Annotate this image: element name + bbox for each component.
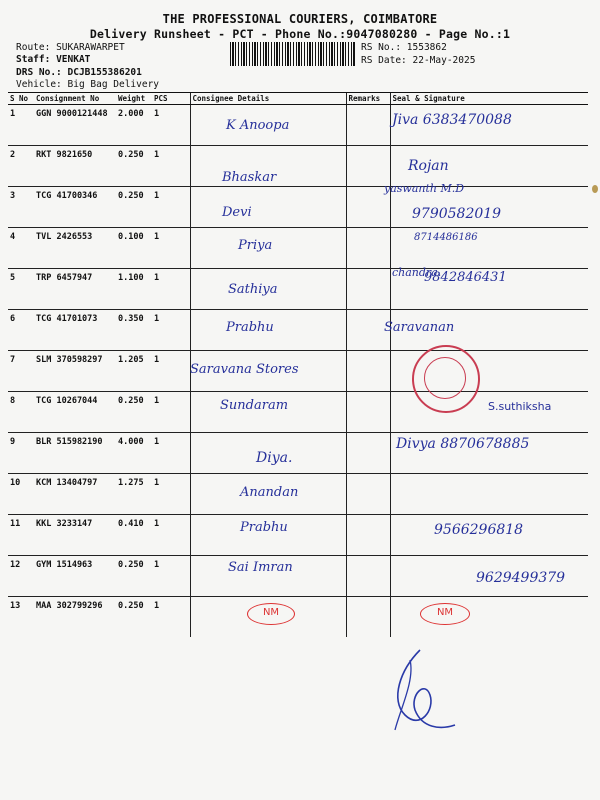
- cell-remarks: [346, 228, 390, 269]
- cell-consignment: BLR 515982190: [34, 433, 116, 474]
- cell-remarks: [346, 146, 390, 187]
- cell-sno: 11: [8, 515, 34, 556]
- handwritten-consignee: Diya.: [256, 450, 293, 466]
- rs-no-line: RS No.: 1553862: [361, 42, 447, 53]
- cell-sno: 3: [8, 187, 34, 228]
- handwritten-signature: 8714486186: [414, 232, 478, 243]
- cell-remarks: [346, 556, 390, 597]
- company-title: THE PROFESSIONAL COURIERS, COIMBATORE: [162, 12, 438, 26]
- table-row: [8, 310, 588, 351]
- handwritten-consignee: Prabhu: [226, 320, 274, 335]
- cell-consignment: TCG 10267044: [34, 392, 116, 433]
- handwritten-signature: Jiva 6383470088: [392, 112, 512, 128]
- cell-sno: 7: [8, 351, 34, 392]
- cell-weight: 0.250: [116, 187, 152, 228]
- cell-remarks: [346, 269, 390, 310]
- handwritten-signature: Saravanan: [384, 320, 455, 335]
- cell-consignment: GGN 9000121448: [34, 105, 116, 146]
- cell-pcs: 1: [152, 269, 190, 310]
- handwritten-consignee: K Anoopa: [226, 118, 290, 133]
- handwritten-consignee: Devi: [222, 205, 252, 220]
- handwritten-consignee: Bhaskar: [222, 170, 277, 185]
- cell-pcs: 1: [152, 105, 190, 146]
- cell-seal: [390, 474, 588, 515]
- cell-remarks: [346, 351, 390, 392]
- handwritten-signature: chandra.: [392, 266, 442, 279]
- cell-consignment: SLM 370598297: [34, 351, 116, 392]
- cell-consignment: RKT 9821650: [34, 146, 116, 187]
- cell-weight: 0.250: [116, 392, 152, 433]
- rs-date-value: 22-May-2025: [412, 55, 476, 66]
- cell-sno: 1: [8, 105, 34, 146]
- seal-stamp: [412, 345, 480, 413]
- cell-remarks: [346, 392, 390, 433]
- cell-sno: 4: [8, 228, 34, 269]
- vehicle-line: Vehicle: Big Bag Delivery: [16, 79, 160, 90]
- staff-value: VENKAT: [56, 54, 91, 65]
- cell-remarks: [346, 105, 390, 146]
- cell-remarks: [346, 597, 390, 638]
- cell-sno: 8: [8, 392, 34, 433]
- paper-mark: [592, 185, 598, 193]
- cell-weight: 1.100: [116, 269, 152, 310]
- cell-consignment: GYM 1514963: [34, 556, 116, 597]
- cell-weight: 0.100: [116, 228, 152, 269]
- cell-sno: 10: [8, 474, 34, 515]
- table-row: [8, 146, 588, 187]
- handwritten-signature: Rojan: [408, 158, 449, 174]
- cell-seal: [390, 597, 588, 638]
- cell-consignment: KKL 3233147: [34, 515, 116, 556]
- route-value: SUKARAWARPET: [56, 42, 125, 53]
- handwritten-signature: yaswanth M.D: [384, 182, 465, 195]
- col-weight: Weight: [116, 93, 152, 105]
- cell-consignment: TCG 41701073: [34, 310, 116, 351]
- barcode: [230, 42, 355, 66]
- rs-date-line: RS Date: 22-May-2025: [361, 55, 476, 66]
- nm-mark: NM: [420, 603, 470, 625]
- cell-pcs: 1: [154, 601, 160, 611]
- col-pcs: PCS: [152, 93, 190, 105]
- cell-pcs: 1: [152, 146, 190, 187]
- rs-no-value: 1553862: [406, 42, 447, 53]
- cell-consignment: TVL 2426553: [34, 228, 116, 269]
- final-signature-scribble: [380, 640, 460, 740]
- cell-pcs: 1: [152, 392, 190, 433]
- cell-remarks: [346, 515, 390, 556]
- cell-sno: 6: [8, 310, 34, 351]
- cell-weight: 1.275: [116, 474, 152, 515]
- cell-weight: 1.205: [116, 351, 152, 392]
- col-sno: S No: [8, 93, 34, 105]
- cell-weight: 0.250: [118, 601, 144, 611]
- handwritten-signature: S.suthiksha: [488, 400, 552, 413]
- col-seal: Seal & Signature: [390, 93, 588, 105]
- cell-remarks: [346, 474, 390, 515]
- handwritten-consignee: Anandan: [240, 485, 299, 500]
- cell-pcs: 1: [152, 433, 190, 474]
- cell-sno: 5: [8, 269, 34, 310]
- col-consignment: Consignment No: [34, 93, 116, 105]
- cell-consignment: TRP 6457947: [34, 269, 116, 310]
- staff-line: Staff: VENKAT: [16, 54, 91, 65]
- cell-pcs: 1: [152, 515, 190, 556]
- nm-mark: NM: [247, 603, 295, 625]
- cell-remarks: [346, 433, 390, 474]
- cell-pcs: 1: [152, 310, 190, 351]
- handwritten-signature: Divya 8870678885: [396, 436, 530, 452]
- col-consignee: Consignee Details: [190, 93, 346, 105]
- cell-sno: 13: [10, 601, 21, 611]
- runsheet-title: Delivery Runsheet - PCT - Phone No.:9047080280 - Page No.:1: [89, 27, 511, 41]
- cell-consignment: TCG 41700346: [34, 187, 116, 228]
- cell-consignee: [190, 187, 346, 228]
- cell-pcs: 1: [152, 187, 190, 228]
- handwritten-consignee: Prabhu: [240, 520, 288, 535]
- handwritten-consignee: Sundaram: [220, 398, 289, 413]
- handwritten-consignee: Sathiya: [228, 282, 278, 297]
- handwritten-signature: 9566296818: [434, 522, 524, 538]
- cell-sno: 2: [8, 146, 34, 187]
- handwritten-signature: 9790582019: [412, 206, 502, 222]
- cell-pcs: 1: [152, 474, 190, 515]
- cell-sno: 12: [8, 556, 34, 597]
- cell-pcs: 1: [152, 351, 190, 392]
- cell-weight: 0.250: [116, 146, 152, 187]
- cell-weight: 0.350: [116, 310, 152, 351]
- handwritten-signature: 9842846431: [424, 270, 507, 285]
- drs-value: DCJB155386201: [67, 67, 142, 78]
- route-line: Route: SUKARAWARPET: [16, 42, 125, 53]
- cell-pcs: 1: [152, 556, 190, 597]
- handwritten-consignee: Saravana Stores: [190, 362, 299, 377]
- cell-weight: 0.250: [116, 556, 152, 597]
- cell-consignment: MAA 302799296: [36, 601, 103, 611]
- handwritten-consignee: Sai Imran: [228, 560, 293, 575]
- cell-pcs: 1: [152, 228, 190, 269]
- drs-line: DRS No.: DCJB155386201: [16, 67, 142, 78]
- vehicle-value: Big Bag Delivery: [67, 79, 160, 90]
- col-remarks: Remarks: [346, 93, 390, 105]
- cell-sno: 9: [8, 433, 34, 474]
- handwritten-consignee: Priya: [238, 238, 273, 253]
- cell-weight: 2.000: [116, 105, 152, 146]
- cell-weight: 4.000: [116, 433, 152, 474]
- table-row: [8, 597, 588, 638]
- cell-consignment: KCM 13404797: [34, 474, 116, 515]
- handwritten-signature: 9629499379: [476, 570, 566, 586]
- cell-weight: 0.410: [116, 515, 152, 556]
- table-header-row: [8, 93, 588, 105]
- table-row: [8, 228, 588, 269]
